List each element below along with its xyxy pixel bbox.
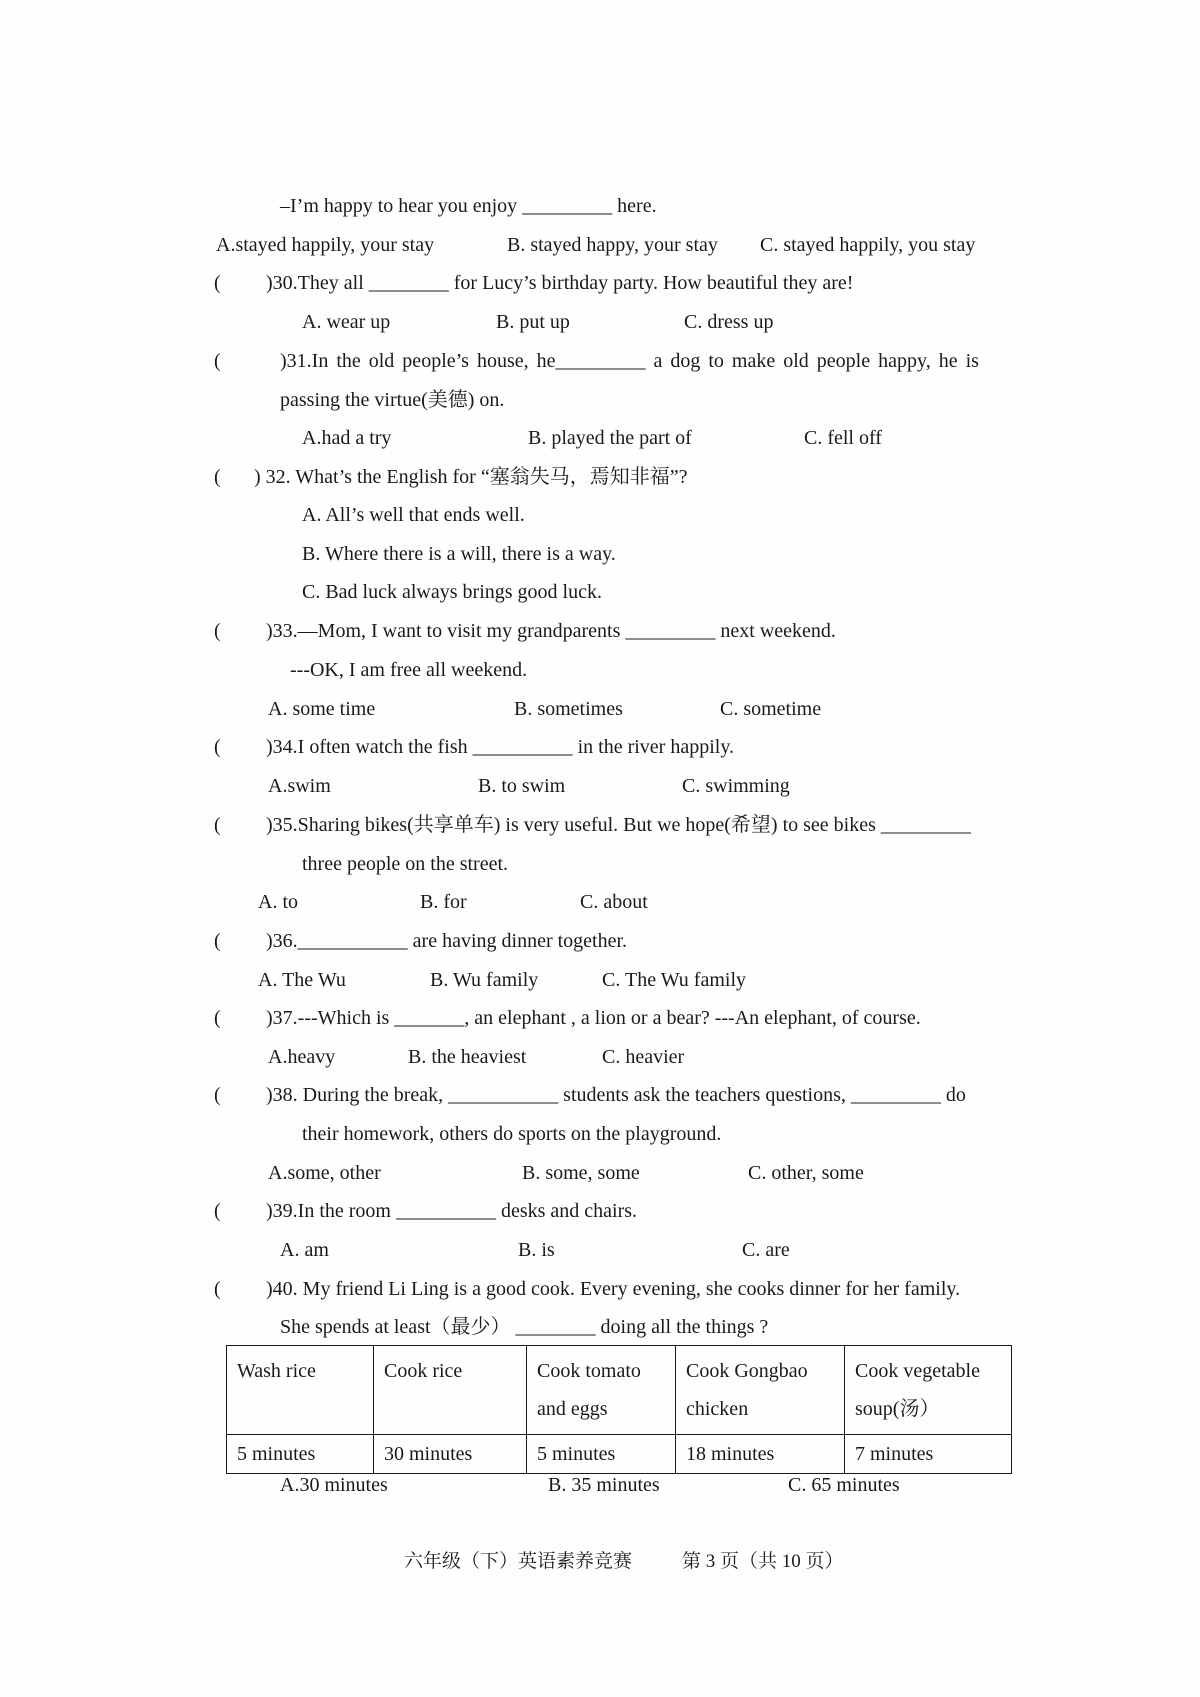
q30-answer-paren: ( [214, 272, 221, 294]
q39-answer-paren: ( [214, 1200, 221, 1222]
q39-option-b: B. is [518, 1239, 555, 1261]
q35-stem-line1: )35.Sharing bikes(共享单车) is very useful. But we hope(希望) to see bikes _________ [266, 814, 971, 836]
q40-option-c: C. 65 minutes [788, 1474, 900, 1496]
table-cell: 5 minutes [527, 1435, 676, 1474]
q37-option-a: A.heavy [268, 1046, 336, 1068]
q37-answer-paren: ( [214, 1007, 221, 1029]
q40-answer-paren: ( [214, 1278, 221, 1300]
q35-option-b: B. for [420, 891, 467, 913]
q30-option-b: B. put up [496, 311, 570, 333]
q36-option-b: B. Wu family [430, 969, 539, 991]
q40-stem-line2: She spends at least（最少） ________ doing all the things ? [280, 1316, 769, 1338]
q31-option-b: B. played the part of [528, 427, 692, 449]
q39-option-c: C. are [742, 1239, 790, 1261]
q31-option-c: C. fell off [804, 427, 882, 449]
q32-option-b: B. Where there is a will, there is a way. [302, 543, 616, 565]
q36-answer-paren: ( [214, 930, 221, 952]
q31-option-a: A.had a try [302, 427, 392, 449]
q35-answer-paren: ( [214, 814, 221, 836]
q35-option-c: C. about [580, 891, 648, 913]
q34-option-c: C. swimming [682, 775, 790, 797]
q40-option-a: A.30 minutes [280, 1474, 388, 1496]
q33-stem-line2: ---OK, I am free all weekend. [290, 659, 528, 681]
table-row [227, 1346, 1012, 1435]
q34-option-a: A.swim [268, 775, 331, 797]
q39-stem: )39.In the room __________ desks and chairs. [266, 1200, 638, 1222]
q38-option-b: B. some, some [522, 1162, 640, 1184]
q31-answer-paren: ( [214, 350, 221, 372]
q36-option-c: C. The Wu family [602, 969, 746, 991]
q34-option-b: B. to swim [478, 775, 566, 797]
table-cell: Cook rice [374, 1346, 527, 1435]
q38-stem-line1: )38. During the break, ___________ students ask the teachers questions, _________ do [266, 1084, 966, 1106]
q35-option-a: A. to [258, 891, 298, 913]
footer-page-number: 第 3 页（共 10 页） [682, 1551, 844, 1572]
q39-option-a: A. am [280, 1239, 329, 1261]
q32-option-c: C. Bad luck always brings good luck. [302, 581, 602, 603]
q29-reply: –I’m happy to hear you enjoy _________ here. [280, 195, 657, 217]
q33-option-b: B. sometimes [514, 698, 623, 720]
q38-option-c: C. other, some [748, 1162, 864, 1184]
q40-option-b: B. 35 minutes [548, 1474, 660, 1496]
cooking-time-table [226, 1345, 1012, 1474]
q29-option-c: C. stayed happily, you stay [760, 234, 976, 256]
q37-option-b: B. the heaviest [408, 1046, 527, 1068]
q32-answer-paren: ( [214, 466, 221, 488]
table-cell: Wash rice [227, 1346, 374, 1435]
q32-stem: ) 32. What’s the English for “塞翁失马，焉知非福”? [254, 466, 688, 488]
table-cell: 30 minutes [374, 1435, 527, 1474]
q34-stem: )34.I often watch the fish __________ in the river happily. [266, 736, 735, 758]
q30-stem: )30.They all ________ for Lucy’s birthday party. How beautiful they are! [266, 272, 854, 294]
q37-stem: )37.---Which is _______, an elephant , a lion or a bear? ---An elephant, of course. [266, 1007, 921, 1029]
table-cell: Cook tomato and eggs [527, 1346, 676, 1435]
table-cell: Cook Gongbao chicken [676, 1346, 845, 1435]
q38-stem-line2: their homework, others do sports on the playground. [302, 1123, 722, 1145]
q37-option-c: C. heavier [602, 1046, 685, 1068]
q32-option-a: A. All’s well that ends well. [302, 504, 525, 526]
table-cell: 7 minutes [845, 1435, 1012, 1474]
footer-title: 六年级（下）英语素养竞赛 [404, 1551, 633, 1572]
q33-stem-line1: )33.—Mom, I want to visit my grandparents _________ next weekend. [266, 620, 836, 642]
table-cell: 5 minutes [227, 1435, 374, 1474]
table-cell: Cook vegetable soup(汤） [845, 1346, 1012, 1435]
q36-stem: )36.___________ are having dinner together. [266, 930, 628, 952]
q30-option-a: A. wear up [302, 311, 391, 333]
q29-option-b: B. stayed happy, your stay [507, 234, 718, 256]
q36-option-a: A. The Wu [258, 969, 346, 991]
table-cell: 18 minutes [676, 1435, 845, 1474]
q30-option-c: C. dress up [684, 311, 774, 333]
q40-stem-line1: )40. My friend Li Ling is a good cook. Every evening, she cooks dinner for her family. [266, 1278, 961, 1300]
table-row [227, 1435, 1012, 1474]
q35-stem-line2: three people on the street. [302, 853, 509, 875]
q31-stem-line1: )31.In the old people’s house, he_________ a dog to make old people happy, he is [280, 350, 979, 372]
q38-answer-paren: ( [214, 1084, 221, 1106]
q33-option-c: C. sometime [720, 698, 822, 720]
q38-option-a: A.some, other [268, 1162, 381, 1184]
q33-answer-paren: ( [214, 620, 221, 642]
q34-answer-paren: ( [214, 736, 221, 758]
q29-option-a: A.stayed happily, your stay [216, 234, 435, 256]
q31-stem-line2: passing the virtue(美德) on. [280, 389, 505, 411]
q33-option-a: A. some time [268, 698, 376, 720]
